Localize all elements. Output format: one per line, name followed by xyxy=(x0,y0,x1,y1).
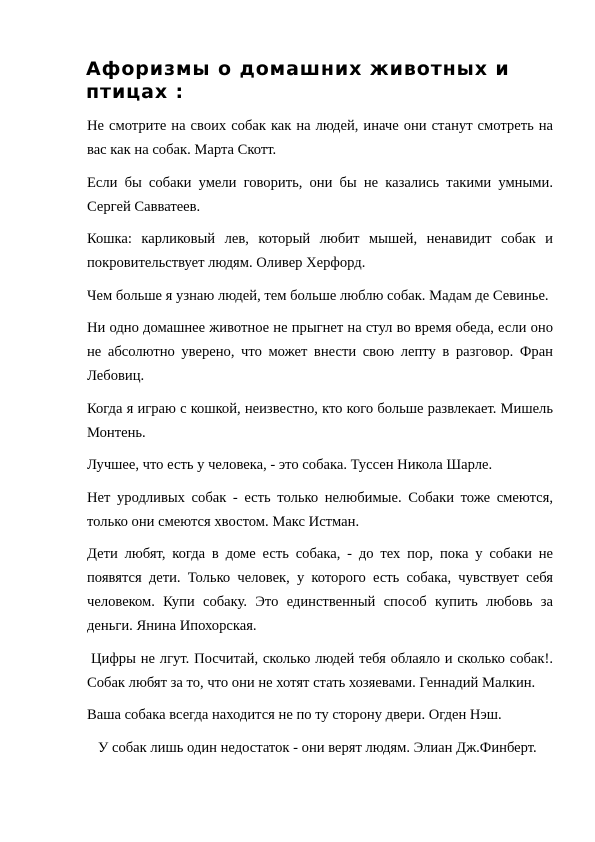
aphorism-10: Цифры не лгут. Посчитай, сколько людей тебя облаяло и сколько собак!. Собак любят за то, что они не хотят стать хозяевами. Геннадий Малкин. xyxy=(87,650,553,691)
aphorism-1: Не смотрите на своих собак как на людей, иначе они станут смотреть на вас как на собак. Марта Скотт. xyxy=(87,118,553,158)
aphorism-4: Чем больше я узнаю людей, тем больше люблю собак. Мадам де Севинье. xyxy=(87,287,549,304)
aphorism-6: Когда я играю с кошкой, неизвестно, кто кого больше развлекает. Мишель Монтень. xyxy=(87,400,553,441)
aphorism-5: Ни одно домашнее животное не прыгнет на стул во время обеда, если оно не абсолютно уверено, что может внести свою лепту в разговор. Фран Лебовиц. xyxy=(87,320,553,384)
document-title: Афоризмы о домашних животных и птицах : xyxy=(86,58,510,103)
aphorism-list xyxy=(87,114,553,768)
aphorism-8: Нет уродливых собак - есть только нелюбимые. Собаки тоже смеются, только они смеются хвостом. Макс Истман. xyxy=(87,489,553,530)
aphorism-2: Если бы собаки умели говорить, они бы не казались такими умными. Сергей Савватеев. xyxy=(87,174,553,215)
aphorism-9: Дети любят, когда в доме есть собака, - до тех пор, пока у собаки не появятся дети. Только человек, у которого есть собака, чувствует себя человеком. Купи собаку. Это единственный способ купить любовь за деньги. Янина Ипохорская. xyxy=(87,546,553,634)
aphorism-3: Кошка: карликовый лев, который любит мышей, ненавидит собак и покровительствует людям. Оливер Херфорд. xyxy=(87,231,553,271)
aphorism-11: Ваша собака всегда находится не по ту сторону двери. Огден Нэш. xyxy=(87,707,502,723)
aphorism-12: У собак лишь один недостаток - они верят людям. Элиан Дж.Финберт. xyxy=(98,739,537,756)
aphorism-7: Лучшее, что есть у человека, - это собака. Туссен Никола Шарле. xyxy=(87,457,493,473)
